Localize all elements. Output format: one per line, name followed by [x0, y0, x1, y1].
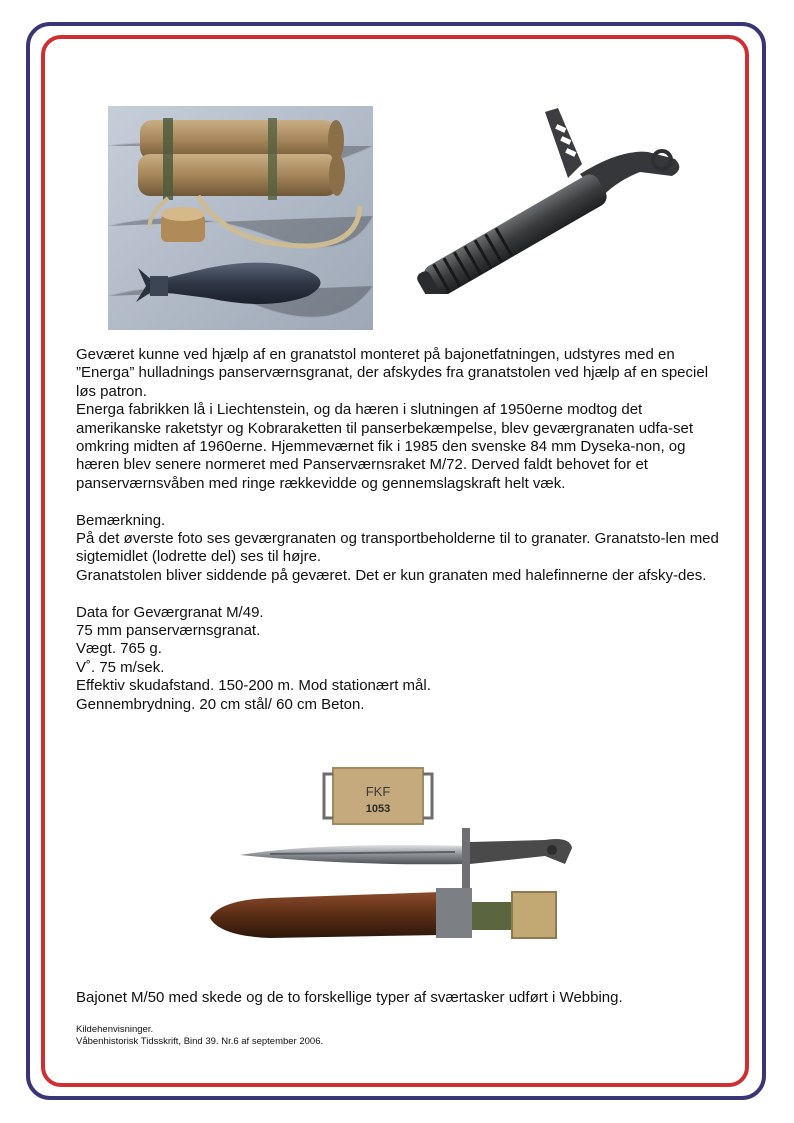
main-text	[76, 346, 726, 714]
pouch-stamp: 1053	[365, 803, 391, 815]
remark-line: Granatstolen bliver siddende på geværet. Det er kun granaten med halefinnerne der afsky-des.	[76, 566, 707, 584]
grenade-containers-photo	[108, 106, 373, 330]
bayonet-photo	[200, 760, 590, 960]
pouch-stamp: FKF	[365, 784, 391, 799]
grenade-launcher-photo	[400, 104, 695, 294]
spec-line: V˚. 75 m/sek.	[76, 658, 165, 676]
specs-heading: Data for Geværgranat M/49.	[76, 603, 264, 621]
bayonet	[240, 828, 572, 898]
sources-heading: Kildehenvisninger.	[76, 1024, 154, 1035]
sources-line: Våbenhistorisk Tidsskrift, Bind 39. Nr.6 af september 2006.	[76, 1036, 324, 1047]
sight-part	[545, 108, 582, 178]
launcher-cup	[414, 171, 610, 294]
remark-heading: Bemærkning.	[76, 511, 166, 529]
paragraph: Geværet kunne ved hjælp af en granatstol monteret på bajonetfatningen, udstyres med en ”Energa” hulladnings panserværnsgranat, der afskydes fra granatstolen ved hjælp af en speciel løs patron.	[76, 346, 709, 400]
webbing-pouch	[324, 768, 432, 824]
remark-line: På det øverste foto ses geværgranaten og transportbeholderne til to granater. Granatsto-len med sigtemidlet (lodrette del) ses til højre.	[76, 530, 719, 566]
spec-line: Vægt. 765 g.	[76, 640, 162, 658]
scabbard	[210, 888, 556, 938]
bayonet-caption: Bajonet M/50 med skede og de to forskellige typer af sværtasker udført i Webbing.	[76, 989, 623, 1006]
spec-line: Effektiv skudafstand. 150-200 m. Mod stationært mål.	[76, 677, 431, 695]
spec-line: 75 mm panserværnsgranat.	[76, 622, 261, 640]
sources	[76, 1024, 323, 1048]
spec-line: Gennembrydning. 20 cm stål/ 60 cm Beton.	[76, 695, 365, 713]
paragraph: Energa fabrikken lå i Liechtenstein, og da hæren i slutningen af 1950erne modtog det amerikanske raketstyr og Kobraraketten til panserbekæmpelse, blev geværgranaten udfa-set omkring midten af 1960erne. Hjemmeværnet fik i 1985 den svenske 84 mm Dyseka-non, og hæren blev senere normeret med Panserværnsraket M/72. Derved faldt behovet for et panserværnsvåben med ringe rækkevidde og gennemslagskraft helt væk.	[76, 401, 693, 492]
